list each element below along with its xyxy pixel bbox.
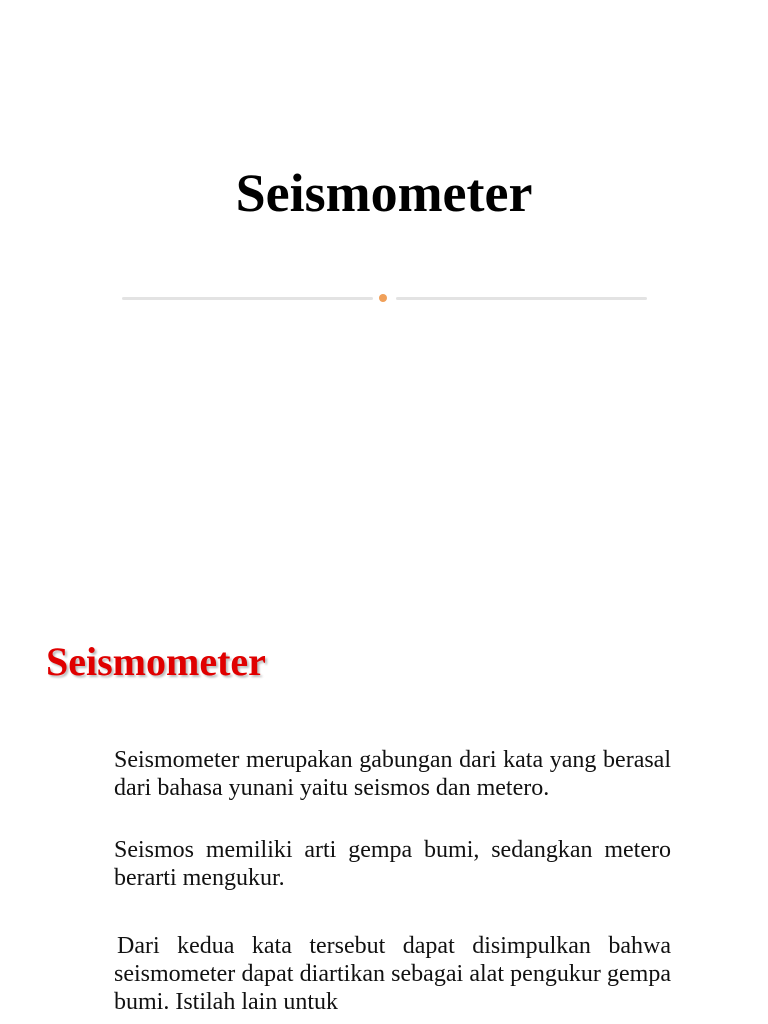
title-divider	[122, 292, 647, 304]
body-paragraph-3: Dari kedua kata tersebut dapat disimpulkan bahwa seismometer dapat diartikan sebagai alat pengukur gempa bumi. Istilah lain untuk	[114, 933, 671, 1015]
divider-line-right	[396, 297, 647, 300]
slide-title: Seismometer	[235, 163, 533, 223]
dot-ornament-icon	[379, 294, 387, 302]
body-paragraph-1: Seismometer merupakan gabungan dari kata yang berasal dari bahasa yunani yaitu seismos dan metero.	[114, 747, 671, 801]
divider-line-left	[122, 297, 373, 300]
section-heading: Seismometer	[46, 639, 266, 684]
body-paragraph-2: Seismos memiliki arti gempa bumi, sedangkan metero berarti mengukur.	[114, 837, 671, 891]
